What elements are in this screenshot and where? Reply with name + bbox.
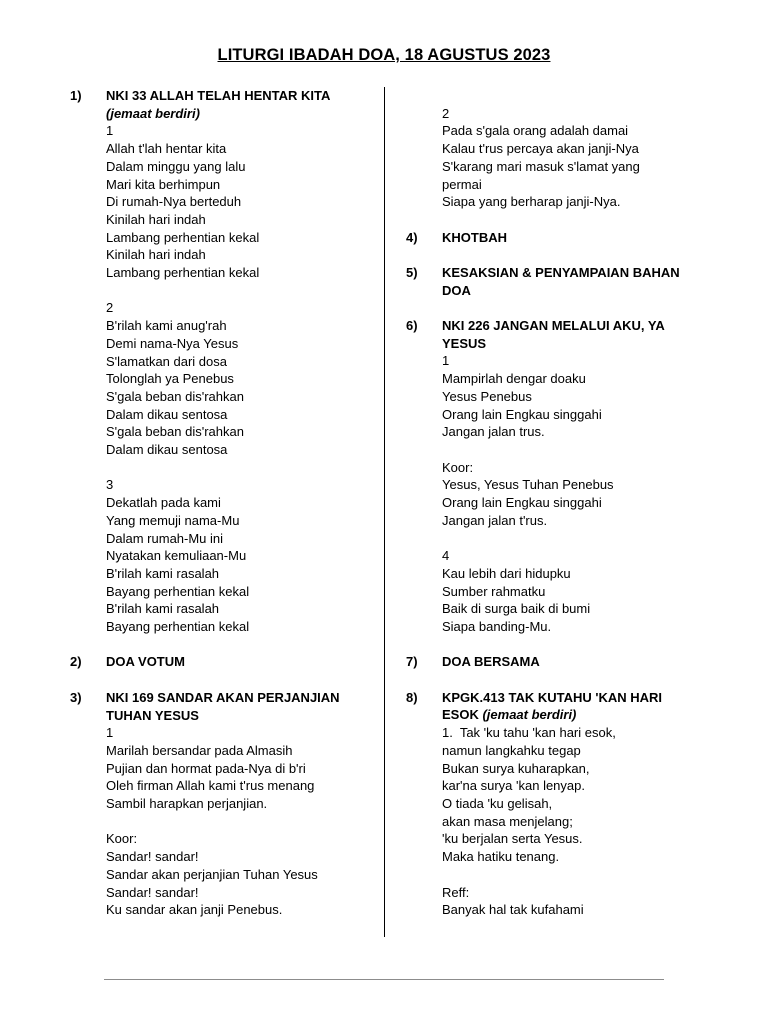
section-heading: NKI 169 SANDAR AKAN PERJANJIAN xyxy=(106,689,340,705)
section-body xyxy=(442,87,706,211)
section-2 xyxy=(70,653,370,671)
verse-3 xyxy=(106,476,370,635)
lyric-line: Dekatlah pada kami xyxy=(106,495,221,511)
section-heading: DOA BERSAMA xyxy=(442,654,540,670)
section-6 xyxy=(406,317,706,636)
page-title: LITURGI IBADAH DOA, 18 AGUSTUS 2023 xyxy=(217,46,551,64)
verse-1 xyxy=(442,724,706,866)
lyric-line: 4 xyxy=(442,548,450,564)
lyric-line: Orang lain Engkau singgahi xyxy=(442,495,602,511)
lyric-line: Bayang perhentian kekal xyxy=(106,583,250,599)
lyric-line: 1. Tak 'ku tahu 'kan hari esok, xyxy=(442,725,616,741)
left-column xyxy=(70,87,370,919)
verse-2 xyxy=(106,299,370,458)
lyric-line: namun langkahku tegap xyxy=(442,742,581,758)
verse-1 xyxy=(106,724,370,813)
section-body xyxy=(106,653,370,671)
section-body xyxy=(106,689,370,919)
section-8 xyxy=(406,689,706,919)
lyric-line: 1 xyxy=(442,353,450,369)
section-heading: KESAKSIAN & PENYAMPAIAN BAHAN xyxy=(442,264,680,280)
lyric-line: Baik di surga baik di bumi xyxy=(442,601,591,617)
lyric-line: Marilah bersandar pada Almasih xyxy=(106,742,293,758)
section-body xyxy=(442,229,706,247)
lyric-line: Lambang perhentian kekal xyxy=(106,229,260,245)
section-body xyxy=(442,264,706,299)
section-heading: DOA xyxy=(442,282,471,298)
right-column xyxy=(406,87,706,919)
lyric-line: Siapa yang berharap janji-Nya. xyxy=(442,194,621,210)
lyric-line: Kinilah hari indah xyxy=(106,247,206,263)
refrain xyxy=(442,884,706,919)
section-number: 1) xyxy=(70,88,82,103)
lyric-line: Orang lain Engkau singgahi xyxy=(442,406,602,422)
section-body xyxy=(442,689,706,919)
lyric-line: S'karang mari masuk s'lamat yang xyxy=(442,158,640,174)
lyric-line: Tolonglah ya Penebus xyxy=(106,371,234,387)
lyric-line: O tiada 'ku gelisah, xyxy=(442,796,553,811)
lyric-line: 3 xyxy=(106,477,114,493)
lyric-line: 1 xyxy=(106,123,114,139)
section-heading: ESOK xyxy=(442,707,479,723)
lyric-line: 'ku berjalan serta Yesus. xyxy=(442,831,583,847)
lyric-line: Pujian dan hormat pada-Nya di b'ri xyxy=(106,760,306,776)
section-1 xyxy=(70,87,370,636)
section-number: 5) xyxy=(406,264,418,280)
section-heading: KHOTBAH xyxy=(442,229,507,245)
lyric-line: kar'na surya 'kan lenyap. xyxy=(442,778,585,794)
lyric-line: Ku sandar akan janji Penebus. xyxy=(106,902,283,918)
lyric-line: 2 xyxy=(442,105,450,121)
lyric-line: Kau lebih dari hidupku xyxy=(442,565,571,581)
section-number: 8) xyxy=(406,689,418,705)
lyric-line: Pada s'gala orang adalah damai xyxy=(442,123,629,139)
lyric-line: Oleh firman Allah kami t'rus menang xyxy=(106,778,315,794)
section-heading: YESUS xyxy=(442,335,487,351)
lyric-line: S'gala beban dis'rahkan xyxy=(106,424,244,440)
section-body xyxy=(106,87,370,636)
section-number: 6) xyxy=(406,318,418,334)
lyric-line: Bayang perhentian kekal xyxy=(106,619,250,635)
lyric-line: Koor: xyxy=(106,831,138,847)
section-body xyxy=(442,653,706,671)
lyric-line: Banyak hal tak kufahami xyxy=(442,902,584,918)
verse-4 xyxy=(442,547,706,636)
lyric-line: Yesus Penebus xyxy=(442,388,532,404)
lyric-line: Dalam rumah-Mu ini xyxy=(106,530,224,546)
lyric-line: Demi nama-Nya Yesus xyxy=(106,335,239,351)
lyric-line: akan masa menjelang; xyxy=(442,813,573,829)
lyric-line: S'gala beban dis'rahkan xyxy=(106,388,244,404)
section-body xyxy=(442,317,706,636)
verse-2 xyxy=(442,105,706,211)
section-4 xyxy=(406,229,706,247)
lyric-line: Dalam dikau sentosa xyxy=(106,406,228,422)
chorus xyxy=(106,830,370,919)
lyric-line: Maka hatiku tenang. xyxy=(442,849,560,865)
lyric-line: Yesus, Yesus Tuhan Penebus xyxy=(442,477,614,493)
chorus xyxy=(442,459,706,530)
lyric-line: Siapa banding-Mu. xyxy=(442,619,552,634)
lyric-line: Dalam minggu yang lalu xyxy=(106,158,246,174)
congregation-note: (jemaat berdiri) xyxy=(106,105,200,121)
section-heading: TUHAN YESUS xyxy=(106,707,199,723)
lyric-line: Reff: xyxy=(442,884,470,900)
lyric-line: Sandar! sandar! xyxy=(106,884,199,900)
section-heading: NKI 33 ALLAH TELAH HENTAR KITA xyxy=(106,88,331,103)
lyric-line: Mampirlah dengar doaku xyxy=(442,371,586,387)
column-divider xyxy=(384,87,385,937)
verse-1 xyxy=(442,352,706,441)
lyric-line: Kalau t'rus percaya akan janji-Nya xyxy=(442,141,639,157)
lyric-line: Dalam dikau sentosa xyxy=(106,442,228,458)
section-number: 4) xyxy=(406,229,418,245)
lyric-line: Di rumah-Nya berteduh xyxy=(106,194,242,210)
lyric-line: Sandar akan perjanjian Tuhan Yesus xyxy=(106,866,318,882)
lyric-line: Lambang perhentian kekal xyxy=(106,265,260,281)
lyric-line: Koor: xyxy=(442,459,474,475)
footer-rule xyxy=(104,979,664,980)
lyric-line: S'lamatkan dari dosa xyxy=(106,353,227,369)
lyric-line: Sandar! sandar! xyxy=(106,849,199,865)
lyric-line: B'rilah kami rasalah xyxy=(106,565,220,581)
lyric-line: 2 xyxy=(106,300,114,316)
lyric-line: Sambil harapkan perjanjian. xyxy=(106,796,268,812)
verse-1 xyxy=(106,122,370,281)
lyric-line: Allah t'lah hentar kita xyxy=(106,141,227,157)
lyric-line: permai xyxy=(442,176,482,192)
section-number: 2) xyxy=(70,654,82,670)
lyric-line: Bukan surya kuharapkan, xyxy=(442,760,590,776)
lyric-line: Yang memuji nama-Mu xyxy=(106,512,240,528)
section-5 xyxy=(406,264,706,299)
section-3 xyxy=(70,689,370,919)
congregation-note: (jemaat berdiri) xyxy=(482,707,577,723)
lyric-line: B'rilah kami rasalah xyxy=(106,601,220,617)
lyric-line: Jangan jalan trus. xyxy=(442,424,545,440)
lyric-line: Mari kita berhimpun xyxy=(106,176,221,192)
lyric-line: 1 xyxy=(106,725,114,741)
section-heading: NKI 226 JANGAN MELALUI AKU, YA xyxy=(442,318,665,334)
lyric-line: Nyatakan kemuliaan-Mu xyxy=(106,548,247,564)
section-heading: KPGK.413 TAK KUTAHU 'KAN HARI xyxy=(442,689,663,705)
lyric-line: Sumber rahmatku xyxy=(442,583,546,599)
section-7 xyxy=(406,653,706,671)
section-heading: DOA VOTUM xyxy=(106,654,185,670)
section-number: 3) xyxy=(70,689,82,705)
lyric-line: Kinilah hari indah xyxy=(106,211,206,227)
lyric-line: B'rilah kami anug'rah xyxy=(106,318,227,334)
lyric-line: Jangan jalan t'rus. xyxy=(442,512,548,528)
section-number: 7) xyxy=(406,654,418,670)
section-1-continued xyxy=(406,87,706,211)
